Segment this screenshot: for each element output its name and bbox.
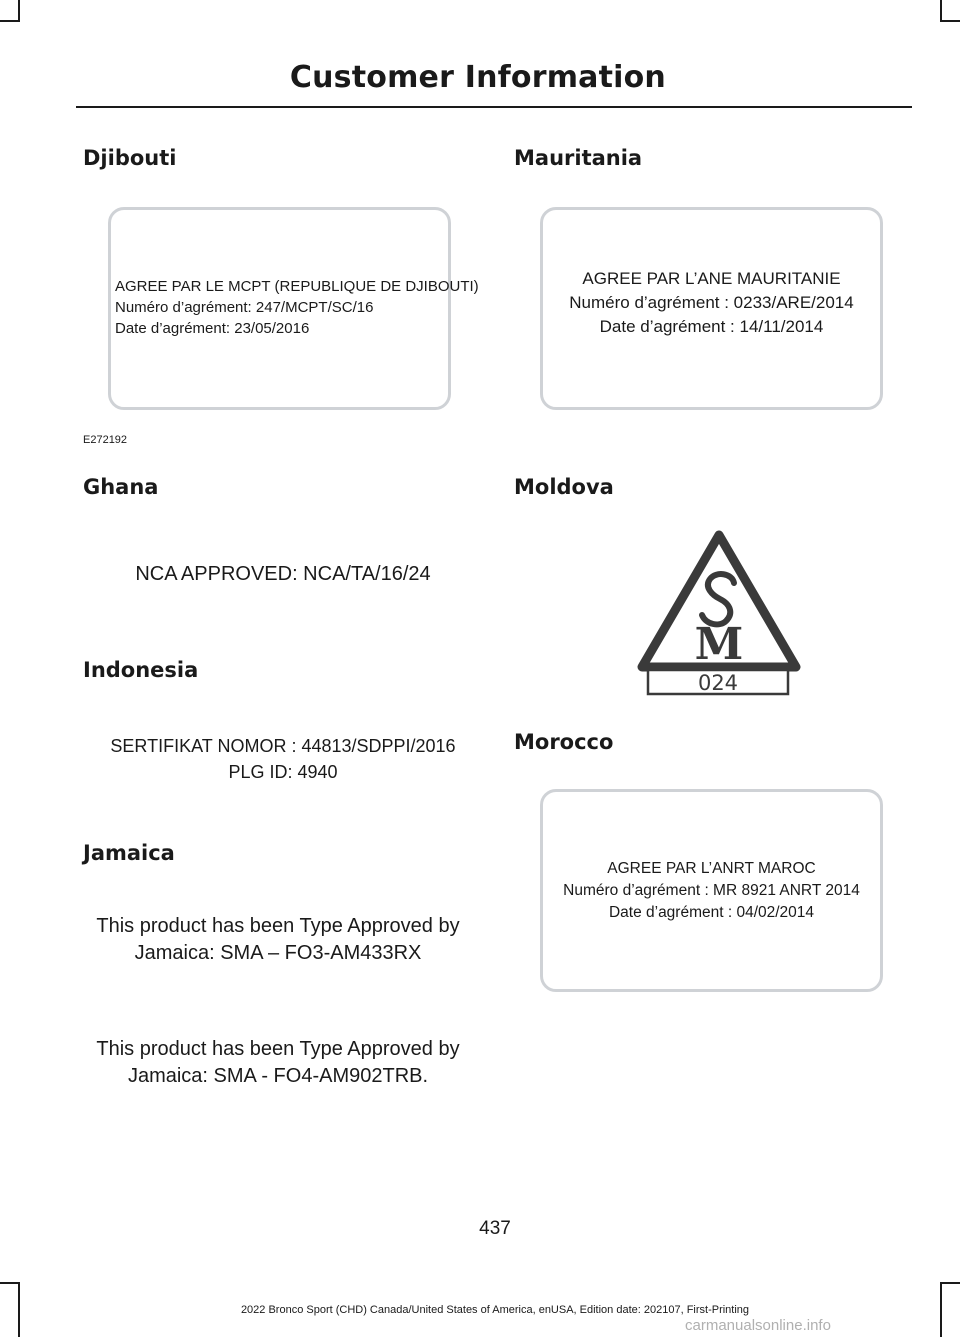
mauritania-line-3: Date d’agrément : 14/11/2014 <box>599 317 824 336</box>
morocco-line-2: Numéro d’agrément : MR 8921 ANRT 2014 <box>563 882 860 899</box>
mauritania-line-1: AGREE PAR L’ANE MAURITANIE <box>582 269 841 288</box>
crop-mark-top-right-h <box>940 20 960 22</box>
footer-edition-info: 2022 Bronco Sport (CHD) Canada/United States of America, enUSA, Edition date: 202107, First-Printing <box>240 1304 750 1316</box>
header-rule <box>76 106 912 108</box>
page-number: 437 <box>479 1218 511 1239</box>
heading-mauritania: Mauritania <box>514 146 643 170</box>
heading-indonesia: Indonesia <box>83 658 199 682</box>
heading-morocco: Morocco <box>514 730 614 754</box>
jamaica-approval-2-line-2: Jamaica: SMA - FO4-AM902TRB. <box>127 1065 429 1087</box>
page-title: Customer Information <box>289 60 666 95</box>
heading-moldova: Moldova <box>514 475 614 499</box>
moldova-sm-mark-icon <box>636 527 802 699</box>
djibouti-line-3: Date d’agrément: 23/05/2016 <box>115 320 310 337</box>
figure-id: E272192 <box>83 434 128 446</box>
jamaica-approval-1-line-1: This product has been Type Approved by <box>96 915 460 937</box>
heading-djibouti: Djibouti <box>83 146 177 170</box>
jamaica-approval-2-line-1: This product has been Type Approved by <box>96 1038 460 1060</box>
mauritania-line-2: Numéro d’agrément : 0233/ARE/2014 <box>569 293 854 312</box>
crop-mark-top-right-v <box>940 0 942 22</box>
crop-mark-bottom-right-h <box>940 1282 960 1284</box>
heading-ghana: Ghana <box>83 475 159 499</box>
djibouti-line-1: AGREE PAR LE MCPT (REPUBLIQUE DE DJIBOUTI) <box>115 278 479 295</box>
morocco-line-3: Date d’agrément : 04/02/2014 <box>608 904 815 921</box>
crop-mark-bottom-left-h <box>0 1282 20 1284</box>
crop-mark-top-left-h <box>0 20 20 22</box>
moldova-mark-letters: M <box>694 619 744 670</box>
indonesia-line-1: SERTIFIKAT NOMOR : 44813/SDPPI/2016 <box>110 736 456 756</box>
indonesia-line-2: PLG ID: 4940 <box>228 762 338 782</box>
morocco-line-1: AGREE PAR L’ANRT MAROC <box>607 860 816 877</box>
moldova-mark-number: 024 <box>697 671 739 695</box>
ghana-approval-text: NCA APPROVED: NCA/TA/16/24 <box>135 563 431 585</box>
heading-jamaica: Jamaica <box>83 841 175 865</box>
watermark: carmanualsonline.info <box>685 1317 831 1334</box>
jamaica-approval-1-line-2: Jamaica: SMA – FO3-AM433RX <box>134 942 422 964</box>
crop-mark-top-left-v <box>18 0 20 22</box>
djibouti-line-2: Numéro d’agrément: 247/MCPT/SC/16 <box>115 299 374 316</box>
